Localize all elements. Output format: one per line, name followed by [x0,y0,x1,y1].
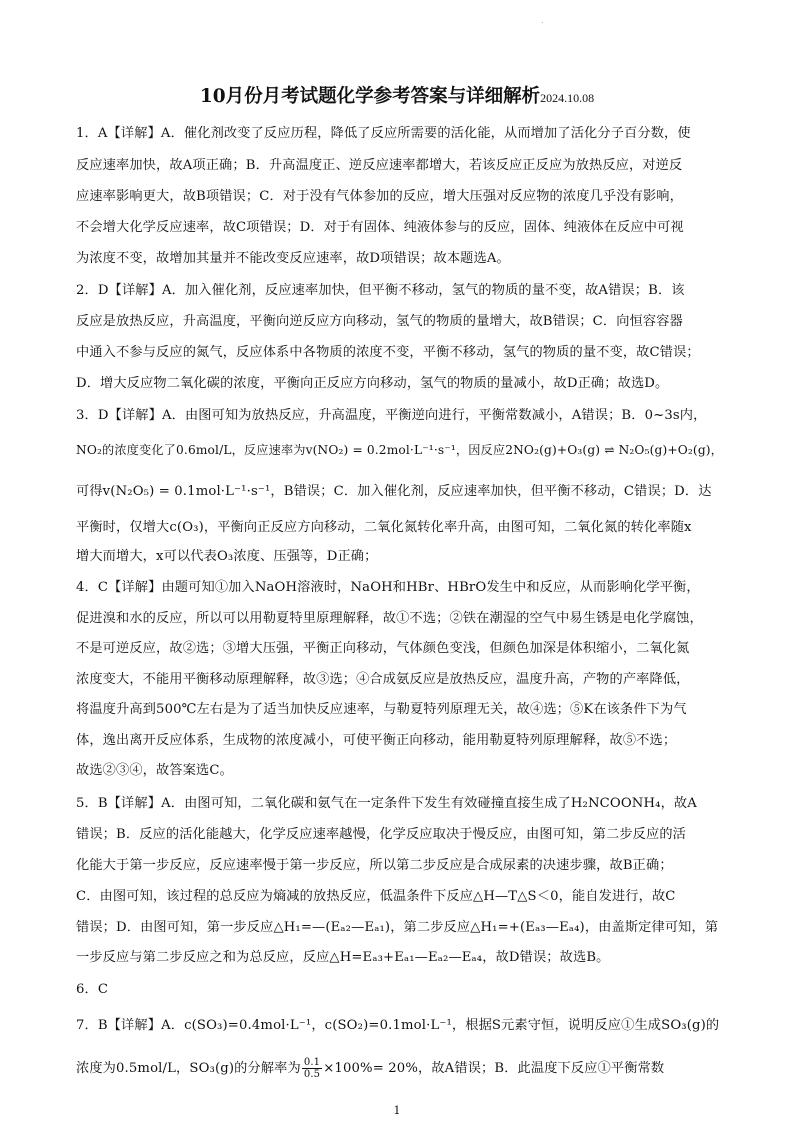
answer-5-line: 错误；D．由图可知，第一步反应△H₁=—(Eₐ₂—Eₐ₁)，第二步反应△H₁=+(Eₐ₃—Eₐ₄)，由盖斯定律可知，第 [76,920,719,935]
answer-4-line: 促进溴和水的反应，所以可以用勒夏特里原理解释，故①不选；②铁在潮湿的空气中易生锈是电化学腐蚀， [76,611,703,626]
answer-3-line: NO₂的浓度变化了0.6mol/L，反应速率为v(NO₂) = 0.2mol·L⁻¹·s⁻¹，因反应2NO₂(g)+O₃(g) ⇌ N₂O₅(g)+O₂(g)， [76,443,724,457]
fraction-numerator: 0.1 [303,1057,321,1068]
answer-5-line: 错误；B．反应的活化能越大，化学反应速率越慢，化学反应取决于慢反应，由图可知，第二步反应的活 [76,827,687,842]
answer-1-line: 应速率影响更大，故B项错误；C．对于没有气体参加的反应，增大压强对反应物的浓度几乎没有影响， [76,189,683,204]
answer-7-line [76,1057,664,1080]
answer-4-line: 浓度变大，不能用平衡移动原理解释，故③选；④合成氨反应是放热反应，温度升高，产物的产率降低， [76,672,690,687]
page-title [0,84,794,111]
answer-3-line: 增大而增大，x可以代表O₃浓度、压强等，D正确； [76,549,378,564]
answer-1-line: 1．A【详解】A．催化剂改变了反应历程，降低了反应所需要的活化能，从而增加了活化分子百分数，使 [76,126,691,141]
answer-6-line: 6．C [76,982,109,997]
answer-3-line: 3．D【详解】A．由图可知为放热反应，升高温度，平衡逆向进行，平衡常数减小，A错误；B．0~3s内， [76,408,707,423]
answer-5-line: 一步反应与第二步反应之和为总反应，反应△H=Eₐ₃+Eₐ₁—Eₐ₂—Eₐ₄，故D错误；故选B。 [76,950,610,965]
answer-2-line: 中通入不参与反应的氮气，反应体系中各物质的浓度不变，平衡不移动，氢气的物质的量不变，故C错误； [76,345,700,360]
answer-1-line: 反应速率加快，故A项正确；B．升高温度正、逆反应速率都增大，若该反应正反应为放热反应，对逆反 [76,158,683,173]
title-text: 10月份月考试题化学参考答案与详细解析 [199,86,541,107]
fraction [302,1057,322,1080]
answer-3-line: 平衡时，仅增大c(O₃)，平衡向正反应方向移动，二氧化氮转化率升高，由图可知，二氧化氮的转化率随x [76,520,692,535]
answer-4-line: 故选②③④，故答案选C。 [76,763,233,778]
fraction-denominator: 0.5 [303,1069,321,1080]
scan-dot: . [541,16,544,25]
answer-5-line: C．由图可知，该过程的总反应为熵减的放热反应，低温条件下反应△H—T△S＜0，能自发进行，故C [76,889,676,904]
answer-5-line: 5．B【详解】A．由图可知，二氧化碳和氨气在一定条件下发生有效碰撞直接生成了H₂NCOONH₄，故A [76,796,697,811]
answer-1-line: 为浓度不变，故增加其量并不能改变反应速率，故D项错误；故本题选A。 [76,251,510,266]
answer-7-line-tail: ×100%= 20%，故A错误；B．此温度下反应①平衡常数 [323,1061,665,1076]
answer-4-line: 4．C【详解】由题可知①加入NaOH溶液时，NaOH和HBr、HBrO发生中和反应，从而影响化学平衡， [76,580,700,595]
answer-7-line: 7．B【详解】A．c(SO₃)=0.4mol·L⁻¹，c(SO₂)=0.1mol·L⁻¹，根据S元素守恒，说明反应①生成SO₃(g)的 [76,1018,720,1033]
answer-7-line-head: 浓度为0.5mol/L，SO₃(g)的分解率为 [76,1061,301,1076]
answer-4-line: 不是可逆反应，故②选；③增大压强，平衡正向移动，气体颜色变浅，但颜色加深是体积缩小，二氧化氮 [76,641,690,656]
answer-2-line: 反应是放热反应，升高温度，平衡向逆反应方向移动，氢气的物质的量增大，故B错误；C．向恒容容器 [76,314,683,329]
answer-2-line: 2．D【详解】A．加入催化剂，反应速率加快，但平衡不移动，氢气的物质的量不变，故A错误；B．该 [76,283,685,298]
answer-2-line: D．增大反应物二氧化碳的浓度，平衡向正反应方向移动，氢气的物质的量减小，故D正确；故选D。 [76,376,669,391]
answer-3-line: 可得v(N₂O₅) = 0.1mol·L⁻¹·s⁻¹，B错误；C．加入催化剂，反应速率加快，但平衡不移动，C错误；D．达 [76,484,712,499]
page-number: 1 [393,1104,401,1117]
answer-5-line: 化能大于第一步反应，反应速率慢于第一步反应，所以第二步反应是合成尿素的决速步骤，故B正确； [76,858,673,873]
title-date: 2024.10.08 [540,91,595,105]
answer-4-line: 体，逸出离开反应体系，生成物的浓度减小，可使平衡正向移动，能用勒夏特列原理解释，故⑤不选； [76,733,677,748]
answer-4-line: 将温度升高到500℃左右是为了适当加快反应速率，与勒夏特列原理无关，故④选；⑤K在该条件下为气 [76,702,687,717]
answer-1-line: 不会增大化学反应速率，故C项错误；D．对于有固体、纯液体参与的反应，固体、纯液体在反应中可视 [76,220,684,235]
